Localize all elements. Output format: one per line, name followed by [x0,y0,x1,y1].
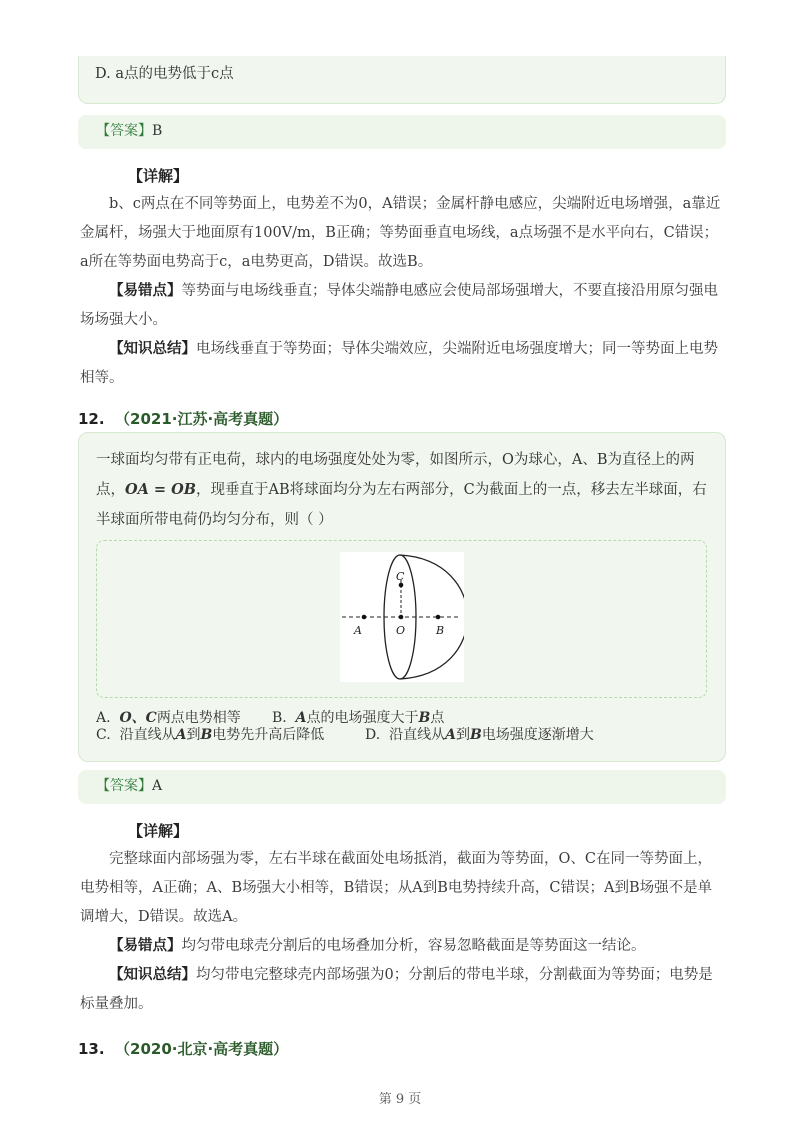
q12-figure [340,552,464,682]
q12-summary-label: 【知识总结】 [109,966,196,983]
q12-explanation: 完整球面内部场强为零，左右半球在截面处电场抵消，截面为等势面，O、C在同一等势面上，电势相等，A正确；A、B场强大小相等，B错误；从A到B电势持续升高，C错误；A到B场强不是单调增大，D错误。故选A。 [80,851,713,925]
q12-answer-value: A [152,778,163,794]
q12-stem [96,445,708,535]
q11-answer-bar [78,115,726,149]
q13-number: 13. [78,1040,105,1058]
option-a-prefix: A. [96,710,111,726]
option-d-math2: B [469,727,482,743]
option-d-text2: 到 [455,727,470,743]
option-c-prefix: C. [96,727,111,743]
q12-pitfall-label: 【易错点】 [109,937,182,954]
option-b-end: 点 [430,710,445,726]
q12-heading [78,408,288,429]
option-b-math2: B [418,710,431,726]
option-d-text3: 电场强度逐渐增大 [481,727,594,743]
option-d-prefix: D. [365,727,381,743]
q12-answer-label: 【答案】 [96,778,152,794]
option-c-math1: A [175,727,187,743]
q12-answer-bar [78,770,726,804]
option-c-math2: B [200,727,213,743]
option-a-math: O、C [119,710,157,726]
prev-question-box [78,56,726,104]
q12-pitfall-text: 均匀带电球壳分割后的电场叠加分析，容易忽略截面是等势面这一结论。 [181,938,646,954]
q13-source: （2020·北京·高考真题） [115,1040,289,1058]
option-c-text1: 沿直线从 [119,727,176,743]
q11-explanation: b、c两点在不同等势面上，电势差不为0，A错误；金属杆静电感应，尖端附近电场增强，a靠近金属杆，场强大于地面原有100V/m，B正确；等势面垂直电场线，a点场强不是水平向右，C错误；a所在等势面电势高于c，a电势更高，D错误。故选B。 [80,196,721,270]
q11-summary-text: 电场线垂直于等势面；导体尖端效应，尖端附近电场强度增大；同一等势面上电势相等。 [80,341,718,386]
point-c [399,583,404,588]
q11-pitfall [80,276,725,335]
point-o [399,615,404,620]
q12-option-c [96,724,324,744]
q12-detail-heading: 【详解】 [128,822,189,840]
q12-stem-math: OA = OB [125,481,197,498]
q12-stem-part1: 一球面均匀带有正电荷，球内的电场强度处处为零，如图所示，O为球心，A、B为直径上的两点， [96,452,695,498]
q12-source: （2021·江苏·高考真题） [115,410,289,428]
label-a: A [354,624,362,637]
label-o: O [396,624,406,637]
q12-summary-text: 均匀带电完整球壳内部场强为0；分割后的带电半球，分割截面为等势面；电势是标量叠加。 [80,967,713,1012]
q12-option-d [365,724,594,744]
q12-stem-part2: ，现垂直于AB将球面均分为左右两部分，C为截面上的一点，移去左半球面，右半球面所带电荷仍均匀分布，则（ ） [96,482,707,528]
prev-option-d: D. a点的电势低于c点 [95,66,234,82]
q11-summary-label: 【知识总结】 [109,340,196,357]
page-number: 第 9 页 [378,1092,422,1107]
q11-answer-label: 【答案】 [96,123,152,139]
q12-number: 12. [78,410,105,428]
q11-answer-value: B [152,123,163,139]
label-c: C [396,570,405,583]
q12-summary [80,960,725,1019]
option-b-prefix: B. [272,710,287,726]
option-d-text1: 沿直线从 [389,727,446,743]
q11-pitfall-text: 等势面与电场线垂直；导体尖端静电感应会使局部场强增大，不要直接沿用原匀强电场场强大小。 [80,283,718,328]
q11-pitfall-label: 【易错点】 [109,282,182,299]
q12-pitfall [80,931,725,961]
option-a-text: 两点电势相等 [156,710,241,726]
option-c-text2: 到 [186,727,201,743]
q11-detail-heading: 【详解】 [128,167,189,185]
q13-heading [78,1038,288,1059]
point-a [362,615,367,620]
option-b-math: A [295,710,307,726]
option-c-text3: 电势先升高后降低 [212,727,325,743]
point-b [436,615,441,620]
q11-summary [80,334,725,393]
label-b: B [436,624,445,637]
option-d-math1: A [445,727,456,743]
option-b-text: 点的电场强度大于 [306,710,419,726]
